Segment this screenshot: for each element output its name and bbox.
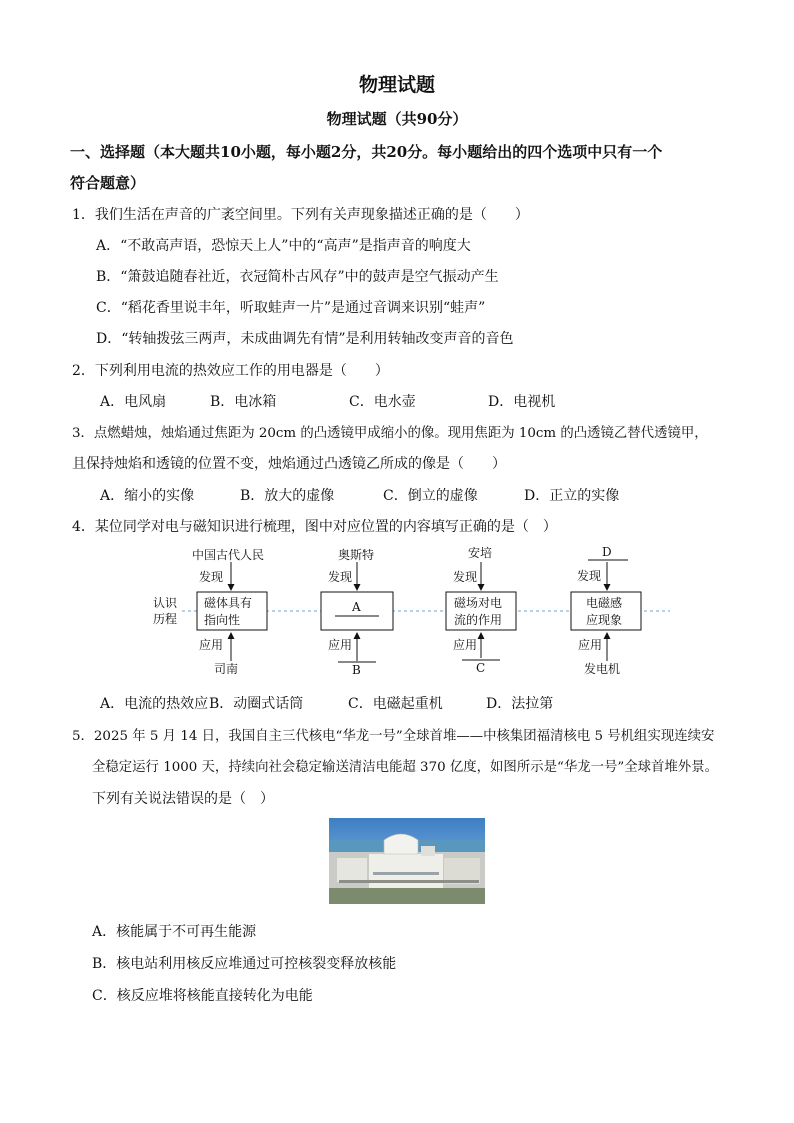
col3-box-line1: 磁场对电 <box>454 596 503 610</box>
col2-top-label: 奥斯特 <box>338 548 375 562</box>
q2-option-a: A．电风扇 <box>100 394 167 410</box>
q3-option-c: C．倒立的虚像 <box>383 488 478 504</box>
q3-option-b: B．放大的虚像 <box>240 488 335 504</box>
side-label-2: 历程 <box>153 612 178 626</box>
section-heading-line2: 符合题意） <box>70 174 146 192</box>
q5-stem-line1: 5．2025 年 5 月 14 日，我国自主三代核电“华龙一号”全球首堆——中核集团福清核电 5 号机组实现连续安 <box>72 729 715 744</box>
col1-discover-label: 发现 <box>199 570 224 584</box>
col1-apply-label: 应用 <box>199 638 224 652</box>
col4-box-line1: 电磁感 <box>586 596 623 610</box>
q1-option-a: A．“不敢高声语，恐惊天上人”中的“高声”是指声音的响度大 <box>96 238 471 254</box>
q3-option-a: A．缩小的实像 <box>100 488 195 504</box>
q5-option-c: C．核反应堆将核能直接转化为电能 <box>92 988 313 1004</box>
col1-box-line1: 磁体具有 <box>204 596 253 610</box>
q3-option-d: D．正立的实像 <box>524 488 620 504</box>
side-label-1: 认识 <box>153 596 178 610</box>
q2-option-b: B．电冰箱 <box>210 394 277 410</box>
col2-box-label: A <box>352 600 361 614</box>
q1-option-b: B．“箫鼓追随春社近，衣冠简朴古风存”中的鼓声是空气振动产生 <box>96 269 499 285</box>
page-title: 物理试题 <box>358 74 435 96</box>
col4-box-line2: 应现象 <box>586 613 623 627</box>
col4-top-label: D <box>602 545 612 559</box>
q5-option-a: A．核能属于不可再生能源 <box>92 924 257 940</box>
col4-bottom-label: 发电机 <box>584 662 621 676</box>
q2-option-d: D．电视机 <box>488 394 556 410</box>
q4-option-a: A．电流的热效应 <box>100 696 209 712</box>
q5-option-b: B．核电站利用核反应堆通过可控核裂变释放核能 <box>92 956 397 972</box>
page-subtitle: 物理试题（共90分） <box>326 110 468 128</box>
col2-bottom-label: B <box>352 663 361 677</box>
q1-option-c: C．“稻花香里说丰年，听取蛙声一片”是通过音调来识别“蛙声” <box>96 300 486 316</box>
nuclear-plant-photo <box>329 818 485 904</box>
q1-option-d: D．“转轴拨弦三两声，未成曲调先有情”是利用转轴改变声音的音色 <box>96 331 514 347</box>
q4-stem: 4．某位同学对电与磁知识进行梳理，图中对应位置的内容填写正确的是（ ） <box>72 519 557 535</box>
section-heading-line1: 一、选择题（本大题共10小题，每小题2分，共20分。每小题给出的四个选项中只有一个 <box>70 143 663 161</box>
q3-stem-line1: 3．点燃蜡烛，烛焰通过焦距为 20cm 的凸透镜甲成缩小的像。现用焦距为 10cm 的凸透镜乙替代透镜甲， <box>72 426 708 441</box>
col3-apply-label: 应用 <box>453 638 478 652</box>
q5-stem-line2: 全稳定运行 1000 天，持续向社会稳定输送清洁电能超 370 亿度，如图所示是“华龙一号”全球首堆外景。 <box>92 760 718 775</box>
q1-stem: 1．我们生活在声音的广袤空间里。下列有关声现象描述正确的是（ ） <box>72 207 529 223</box>
col1-box-line2: 指向性 <box>204 613 241 627</box>
q4-option-c: C．电磁起重机 <box>348 696 443 712</box>
col1-bottom-label: 司南 <box>214 662 239 676</box>
q4-option-d: D．法拉第 <box>486 696 554 712</box>
q4-option-b: B．动圈式话筒 <box>209 696 304 712</box>
col2-apply-label: 应用 <box>328 638 353 652</box>
q2-stem: 2．下列利用电流的热效应工作的用电器是（ ） <box>72 363 389 379</box>
q5-stem-line3: 下列有关说法错误的是（ ） <box>92 791 274 807</box>
q3-stem-line2: 且保持烛焰和透镜的位置不变，烛焰通过凸透镜乙所成的像是（ ） <box>72 456 506 472</box>
q2-option-c: C．电水壶 <box>349 394 416 410</box>
col2-discover-label: 发现 <box>328 570 353 584</box>
col3-box-line2: 流的作用 <box>454 613 503 627</box>
col3-discover-label: 发现 <box>453 570 478 584</box>
q4-knowledge-diagram <box>140 540 680 685</box>
col3-top-label: 安培 <box>468 546 493 560</box>
col4-apply-label: 应用 <box>578 638 603 652</box>
col4-discover-label: 发现 <box>577 569 602 583</box>
col3-bottom-label: C <box>476 661 486 675</box>
col1-top-label: 中国古代人民 <box>192 548 265 562</box>
